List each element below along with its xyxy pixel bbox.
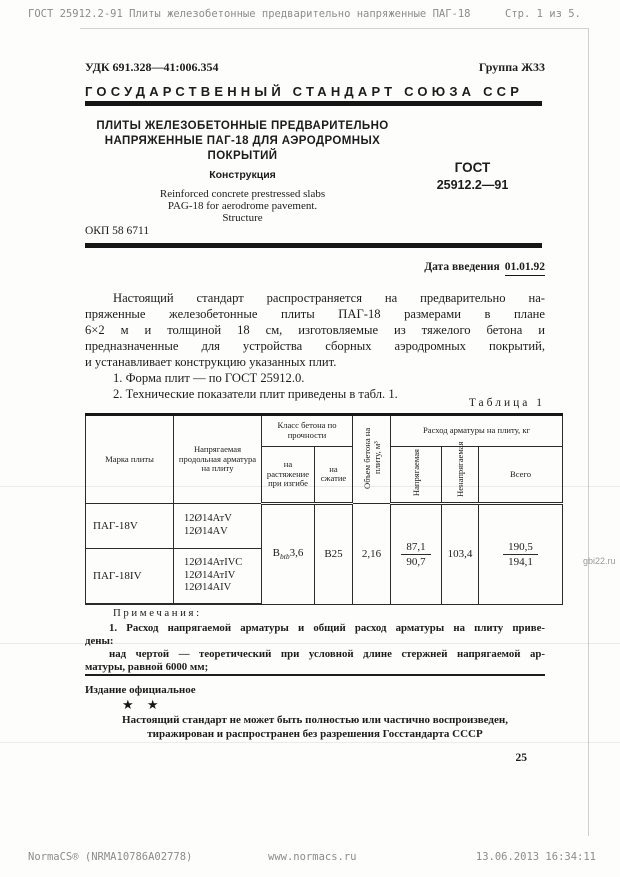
- doc-title-en-line: Reinforced concrete prestressed slabs: [159, 188, 326, 200]
- doc-subtitle: Конструкция: [209, 169, 276, 181]
- copyright-line: тиражирован и распространен без разрешения Госстандарта СССР: [147, 728, 483, 740]
- star-icons: ★ ★: [122, 697, 159, 712]
- notes-heading: Примечания:: [113, 607, 202, 619]
- cell-rebar-pag18iv: 12Ø14АтIVC 12Ø14АтIV 12Ø14АIV: [174, 548, 262, 604]
- spec-table: [85, 413, 563, 605]
- page-edge-top: [80, 28, 588, 29]
- doc-title-line: ПОКРЫТИЙ: [207, 150, 278, 162]
- viewer-footer-datetime: 13.06.2013 16:34:11: [475, 851, 596, 863]
- col-header-mark: Марка плиты: [86, 415, 174, 504]
- col-header-total: Всего: [479, 447, 563, 504]
- cell-rebar-pag18v: 12Ø14АтV 12Ø14АV: [174, 503, 262, 548]
- cell-nonprestressed-consumption: 103,4: [442, 503, 479, 604]
- viewer-header-title: ГОСТ 25912.2-91 Плиты железобетонные предварительно напряженные ПАГ-18: [28, 8, 471, 20]
- table-caption: Таблица 1: [468, 397, 545, 409]
- col-header-nonprestressed: Ненапрягаемая: [442, 447, 479, 504]
- col-header-rebar: Напрягаемая продольная арматура на плиту: [174, 415, 262, 504]
- masthead-row: [85, 60, 545, 75]
- col-header-compression: на сжатие: [315, 447, 353, 504]
- udk-code: УДК 691.328—41:006.354: [85, 60, 219, 74]
- spec-table-wrap: [85, 413, 563, 605]
- copyright-line: Настоящий стандарт не может быть полностью или частично воспроизведен,: [122, 714, 508, 726]
- doc-title-en-line: Structure: [222, 212, 263, 224]
- gost-number: 25912.2—91: [436, 178, 509, 192]
- watermark-text: gbi22.ru: [583, 556, 616, 566]
- okp-code: ОКП 58 6711: [85, 225, 150, 237]
- col-header-prestressed: Напрягаемая: [391, 447, 442, 504]
- effective-date-row: [85, 261, 545, 273]
- state-standard-heading: ГОСУДАРСТВЕННЫЙ СТАНДАРТ СОЮЗА ССР: [85, 84, 524, 99]
- effective-date-label: Дата введения: [424, 261, 500, 273]
- page-edge-right: [588, 28, 589, 836]
- gost-label: ГОСТ: [454, 160, 491, 175]
- cell-prestressed-consumption: $\frac{87,1}{90,7}$: [391, 503, 442, 604]
- viewer-page-indicator: Стр. 1 из 5.: [505, 8, 581, 20]
- cell-volume: 2,16: [353, 503, 391, 604]
- viewer-footer-url: www.normacs.ru: [268, 851, 357, 863]
- intro-item-1: 1. Форма плит — по ГОСТ 25912.0.: [113, 371, 305, 385]
- viewer-footer-brand: NormaCS® (NRMA10786A02778): [28, 851, 193, 863]
- doc-title-en-line: PAG-18 for aerodrome pavement.: [167, 200, 318, 212]
- intro-paragraph-line: 6×2 м и толщиной 18 см, изготовляемые из тяжелого бетона и: [85, 323, 545, 337]
- cell-mark-pag18iv: ПАГ-18IV: [86, 548, 174, 604]
- footer-rule: [85, 674, 545, 676]
- intro-paragraph-line: и устанавливает конструкцию указанных плит.: [85, 355, 337, 369]
- col-header-concrete-group: Класс бетона по прочности: [262, 415, 353, 447]
- intro-paragraph-line: пряженные железобетонные плиты ПАГ-18 размерами в плане: [85, 307, 545, 321]
- group-code: Группа Ж33: [478, 60, 545, 74]
- page-number: 25: [515, 752, 527, 764]
- doc-title-line: НАПРЯЖЕННЫЕ ПАГ-18 ДЛЯ АЭРОДРОМНЫХ: [104, 135, 381, 147]
- separator-rule: [85, 243, 542, 248]
- note-line: над чертой — теоретический при условной длине стержней напрягаемой ар-: [109, 648, 545, 660]
- note-line: матуры, равной 6000 мм;: [85, 661, 209, 673]
- col-header-consumption-group: Расход арматуры на плиту, кг: [391, 415, 563, 447]
- col-header-volume: Объем бетона на плиту, м³: [353, 415, 391, 504]
- col-header-tension: на растяжение при изгибе: [262, 447, 315, 504]
- doc-title-line: ПЛИТЫ ЖЕЛЕЗОБЕТОННЫЕ ПРЕДВАРИТЕЛЬНО: [96, 120, 389, 132]
- cell-total-consumption: $\frac{190,5}{194,1}$: [479, 503, 563, 604]
- heading-rule: [85, 101, 542, 106]
- intro-paragraph-line: предназначенные для устройства сборных аэродромных покрытий,: [85, 339, 545, 353]
- effective-date-value: 01.01.92: [505, 261, 545, 276]
- note-line: дены:: [85, 635, 114, 647]
- official-edition-label: Издание официальное: [85, 684, 196, 696]
- intro-paragraph-line: Настоящий стандарт распространяется на предварительно на-: [113, 291, 545, 305]
- intro-item-2: 2. Технические показатели плит приведены в табл. 1.: [113, 387, 398, 401]
- table-row: [86, 503, 563, 548]
- cell-mark-pag18v: ПАГ-18V: [86, 503, 174, 548]
- scan-artifact-line: [0, 742, 620, 743]
- note-line: 1. Расход напрягаемой арматуры и общий расход арматуры на плиту приве-: [109, 622, 545, 634]
- cell-concrete-tension: $B_{btb}3,6$: [262, 503, 315, 604]
- cell-concrete-compression: В25: [315, 503, 353, 604]
